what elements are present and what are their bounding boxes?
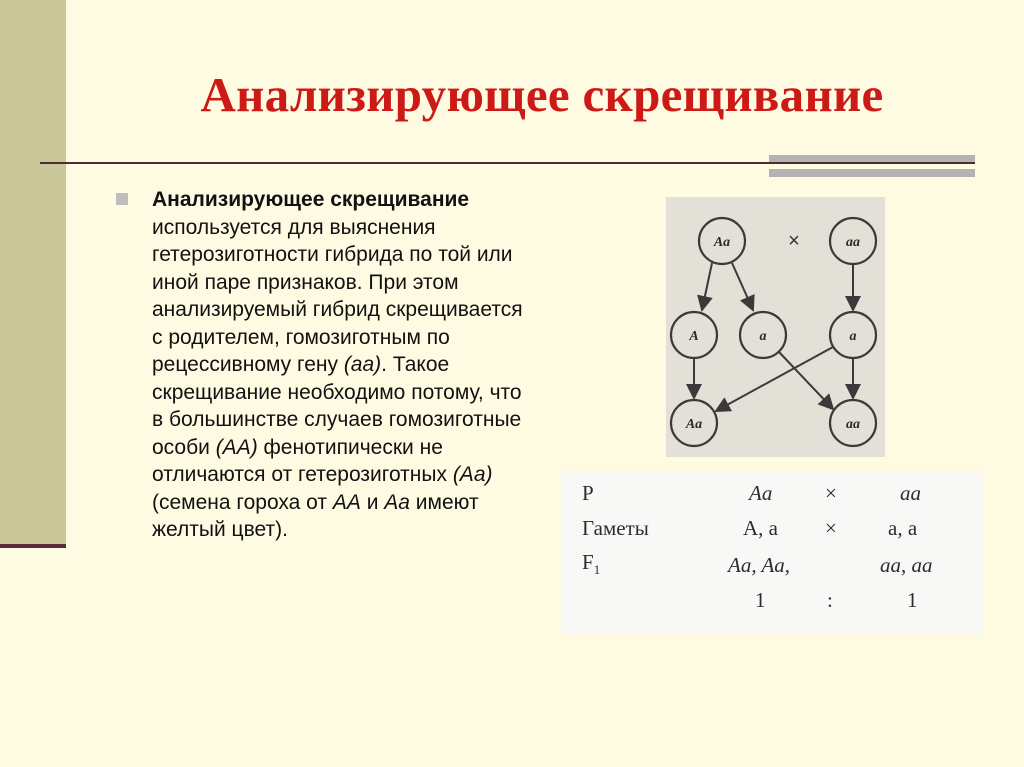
cross-table	[562, 471, 983, 633]
bullet-term: Анализирующее скрещивание	[152, 188, 470, 211]
bullet-text-5: и	[360, 490, 385, 514]
row-ratio-sign: :	[827, 588, 833, 612]
row-gametes-right: a, a	[888, 516, 918, 540]
parent1-label: Aa	[713, 235, 731, 250]
row-ratio-right: 1	[907, 588, 918, 612]
row-f1-subscript: 1	[593, 562, 601, 578]
row-f1-left: Aa, Aa,	[728, 553, 791, 577]
bullet-text	[152, 186, 524, 544]
side-bar-underline	[0, 544, 66, 548]
offspring2-label: aa	[846, 417, 860, 432]
bullet-text-3: фенотипически не отличаются от гетерозиготных	[152, 435, 453, 486]
row-p-label: P	[582, 481, 594, 505]
bullet-italic-2: (АА)	[215, 435, 258, 459]
bullet-text-2: . Такое скрещивание необходимо потому, что в большинстве случаев гомозиготные особи	[152, 353, 522, 459]
cross-diagram-svg	[666, 197, 885, 457]
cross-sign: ×	[788, 230, 800, 252]
arrow-parent1-to-gamete2	[732, 263, 753, 310]
arrow-parent1-to-gamete1	[702, 263, 712, 310]
bullet-text-6: имеют желтый цвет).	[152, 490, 479, 541]
bullet-italic-4: АА	[332, 490, 361, 514]
bullet-text-1: используется для выяснения гетерозиготности гибрида по той или иной паре признаков. При этом анализируемый гибрид скрещивается с родителем, гомозиготным по рецессивному гену	[152, 215, 523, 376]
bullet-square	[116, 193, 128, 205]
arrow-gamete2-to-offspring2	[779, 352, 833, 409]
row-gametes-label: Гаметы	[582, 516, 649, 540]
cross-diagram	[666, 197, 885, 457]
row-gametes-left: A, a	[743, 516, 778, 540]
gamete2-label: a	[759, 329, 767, 344]
arrow-gamete3-to-offspring1	[716, 347, 833, 411]
row-gametes-sign: ×	[825, 516, 837, 540]
title-accent-bar-lower	[769, 169, 975, 177]
gamete3-label: a	[849, 329, 857, 344]
parent2-label: aa	[846, 235, 860, 250]
gamete1-label: A	[689, 329, 699, 344]
row-p-left: Aa	[749, 481, 773, 505]
bullet-text-4: (семена гороха от	[152, 490, 333, 514]
bullet-italic-5: Аа	[384, 490, 410, 514]
row-f1-label	[582, 550, 600, 578]
row-ratio-left: 1	[755, 588, 766, 612]
bullet-italic-1: (аа)	[343, 353, 382, 376]
bullet-italic-3: (Аа)	[452, 463, 493, 486]
title-rule	[40, 162, 975, 164]
row-p-right: aa	[900, 481, 921, 505]
row-p-sign: ×	[825, 481, 837, 505]
slide-title: Анализирующее скрещивание	[200, 67, 884, 122]
row-f1-right: aa, aa	[880, 553, 933, 577]
offspring1-label: Aa	[685, 417, 703, 432]
row-f1-letter: F	[582, 550, 594, 574]
